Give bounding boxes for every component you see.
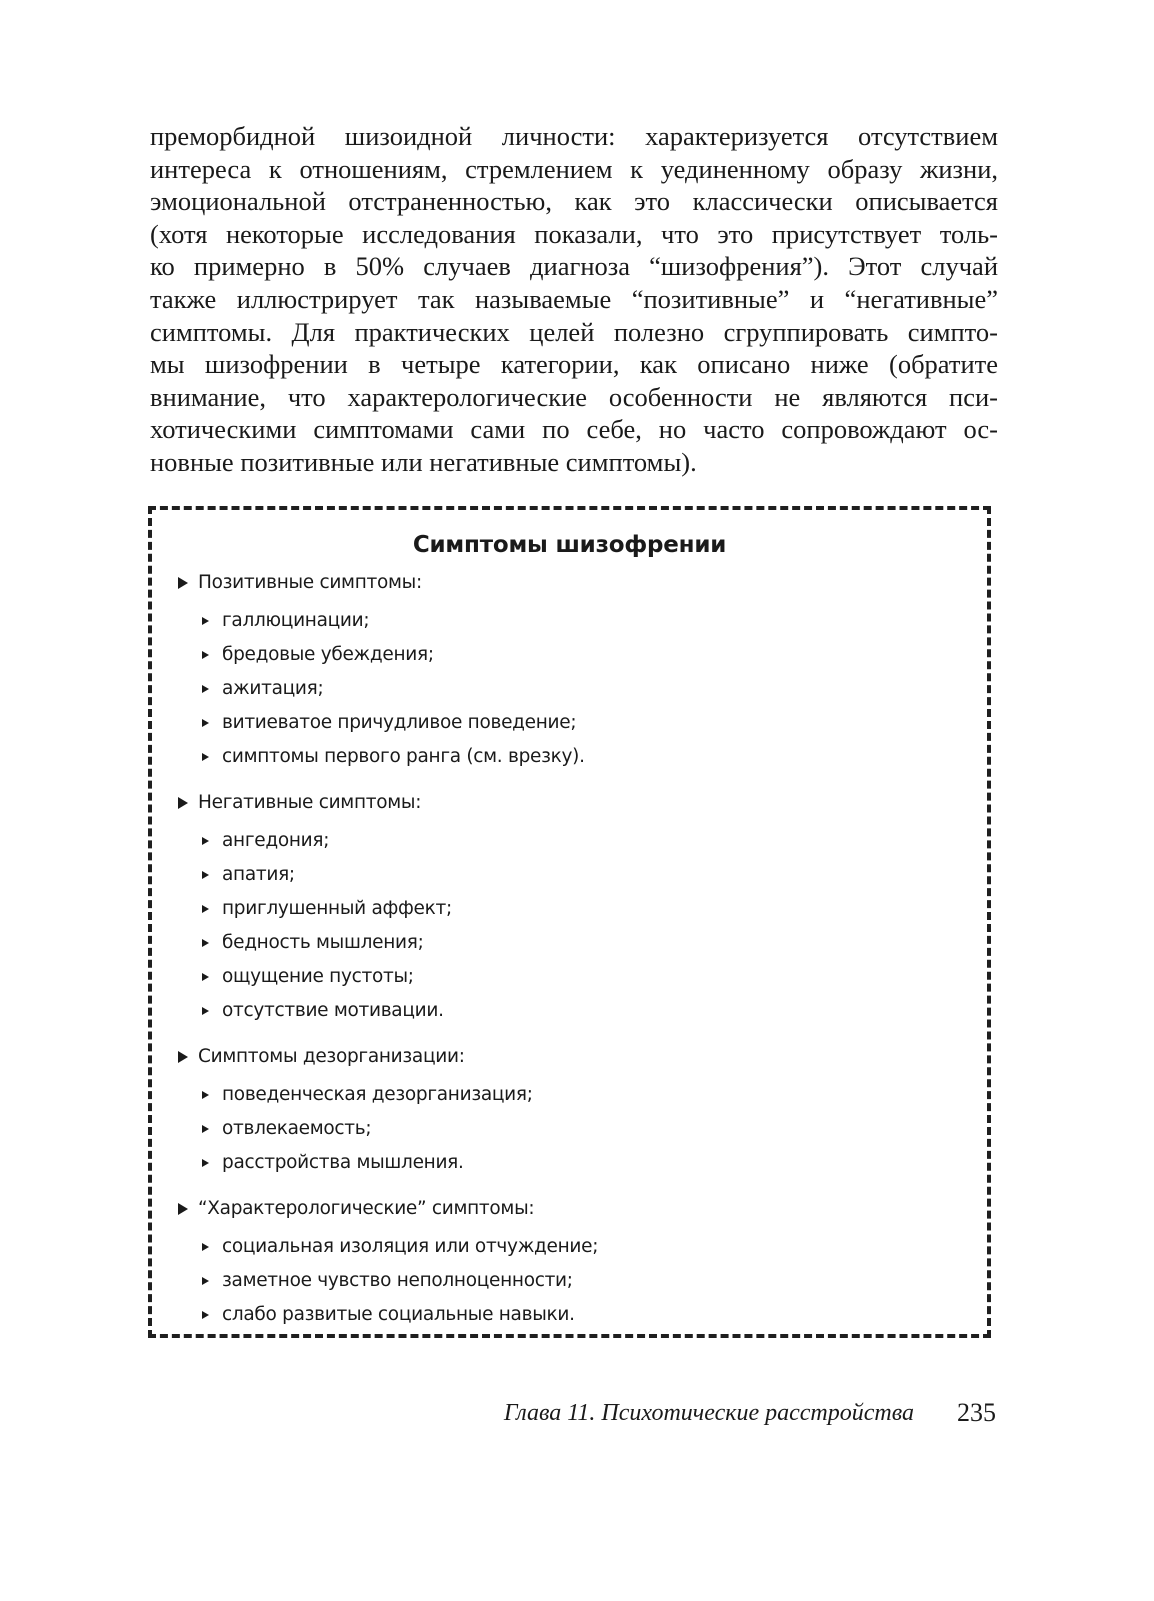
list-item-text: отвлекаемость;: [222, 1118, 372, 1139]
small-triangle-bullet-icon: [202, 651, 209, 659]
small-triangle-bullet-icon: [202, 617, 209, 625]
body-line: преморбидной шизоидной личности: характеризуется отсутствием: [150, 121, 998, 151]
group-heading: [178, 566, 585, 600]
small-triangle-bullet-icon: [202, 1159, 209, 1167]
list-item: [178, 858, 452, 892]
list-item-text: ощущение пустоты;: [222, 966, 414, 987]
page-number: 235: [957, 1398, 996, 1427]
body-line: ко примерно в 50% случаев диагноза “шизофрения”). Этот случай: [150, 251, 998, 282]
list-item-text: заметное чувство неполноценности;: [222, 1270, 573, 1291]
symptom-group-positive: [178, 566, 585, 774]
list-item-text: слабо развитые социальные навыки.: [222, 1304, 575, 1325]
triangle-bullet-icon: [178, 797, 188, 809]
list-item-text: ажитация;: [222, 678, 324, 699]
list-item-text: галлюцинации;: [222, 610, 370, 631]
list-item-text: социальная изоляция или отчуждение;: [222, 1236, 599, 1257]
list-item-text: бедность мышления;: [222, 932, 424, 953]
small-triangle-bullet-icon: [202, 1311, 209, 1319]
body-line: эмоциональной отстраненностью, как это классически описывается: [150, 186, 998, 217]
triangle-bullet-icon: [178, 1203, 188, 1215]
small-triangle-bullet-icon: [202, 939, 209, 947]
group-heading: [178, 786, 452, 820]
list-item: [178, 740, 585, 774]
list-item: [178, 1146, 533, 1180]
list-item-text: апатия;: [222, 864, 295, 885]
small-triangle-bullet-icon: [202, 871, 209, 879]
list-item: [178, 1298, 598, 1332]
list-item: [178, 1112, 533, 1146]
box-title: Симптомы шизофрении: [412, 532, 727, 558]
triangle-bullet-icon: [178, 577, 188, 589]
small-triangle-bullet-icon: [202, 685, 209, 693]
group-heading-text: “Характерологические” симптомы:: [198, 1198, 535, 1219]
group-heading: [178, 1192, 598, 1226]
list-item-text: симптомы первого ранга (см. врезку).: [222, 746, 585, 767]
body-line: новные позитивные или негативные симптомы).: [150, 446, 697, 477]
list-item-text: отсутствие мотивации.: [222, 1000, 444, 1021]
list-item-text: расстройства мышления.: [222, 1152, 464, 1173]
small-triangle-bullet-icon: [202, 1125, 209, 1133]
list-item: [178, 1264, 598, 1298]
list-item: [178, 892, 452, 926]
list-item-text: поведенческая дезорганизация;: [222, 1084, 533, 1105]
list-item: [178, 1078, 533, 1112]
triangle-bullet-icon: [178, 1051, 188, 1063]
group-heading-text: Негативные симптомы:: [198, 792, 422, 813]
symptom-group-disorganization: [178, 1040, 533, 1180]
small-triangle-bullet-icon: [202, 753, 209, 761]
body-line: внимание, что характерологические особенности не являются пси-: [150, 381, 998, 412]
running-footer-chapter: Глава 11. Психотические расстройства: [503, 1400, 914, 1426]
list-item: [178, 824, 452, 858]
list-item: [178, 994, 452, 1028]
group-heading: [178, 1040, 533, 1074]
list-item-text: витиеватое причудливое поведение;: [222, 712, 577, 733]
body-line: (хотя некоторые исследования показали, что это присутствует толь-: [150, 218, 998, 249]
list-item: [178, 604, 585, 638]
list-item: [178, 706, 585, 740]
body-paragraph: [150, 120, 998, 479]
list-item: [178, 1230, 598, 1264]
small-triangle-bullet-icon: [202, 1243, 209, 1251]
body-line: хотическими симптомами сами по себе, но часто сопровождают ос-: [150, 414, 998, 445]
list-item-text: ангедония;: [222, 830, 330, 851]
page-footer: [150, 1398, 996, 1434]
small-triangle-bullet-icon: [202, 719, 209, 727]
list-item: [178, 672, 585, 706]
body-line: интереса к отношениям, стремлением к уединенному образу жизни,: [150, 153, 998, 184]
list-item-text: бредовые убеждения;: [222, 644, 434, 665]
list-item-text: приглушенный аффект;: [222, 898, 452, 919]
body-line: мы шизофрении в четыре категории, как описано ниже (обратите: [150, 349, 998, 380]
list-item: [178, 926, 452, 960]
group-heading-text: Симптомы дезорганизации:: [198, 1046, 465, 1067]
symptom-group-characterological: [178, 1192, 598, 1332]
body-line: симптомы. Для практических целей полезно сгруппировать симпто-: [150, 316, 998, 347]
group-heading-text: Позитивные симптомы:: [198, 572, 422, 593]
small-triangle-bullet-icon: [202, 1091, 209, 1099]
symptoms-sidebar-box: [148, 506, 991, 1338]
small-triangle-bullet-icon: [202, 905, 209, 913]
list-item: [178, 960, 452, 994]
body-line: также иллюстрирует так называемые “позитивные” и “негативные”: [150, 283, 998, 314]
symptom-group-negative: [178, 786, 452, 1028]
small-triangle-bullet-icon: [202, 1007, 209, 1015]
small-triangle-bullet-icon: [202, 973, 209, 981]
small-triangle-bullet-icon: [202, 837, 209, 845]
list-item: [178, 638, 585, 672]
small-triangle-bullet-icon: [202, 1277, 209, 1285]
